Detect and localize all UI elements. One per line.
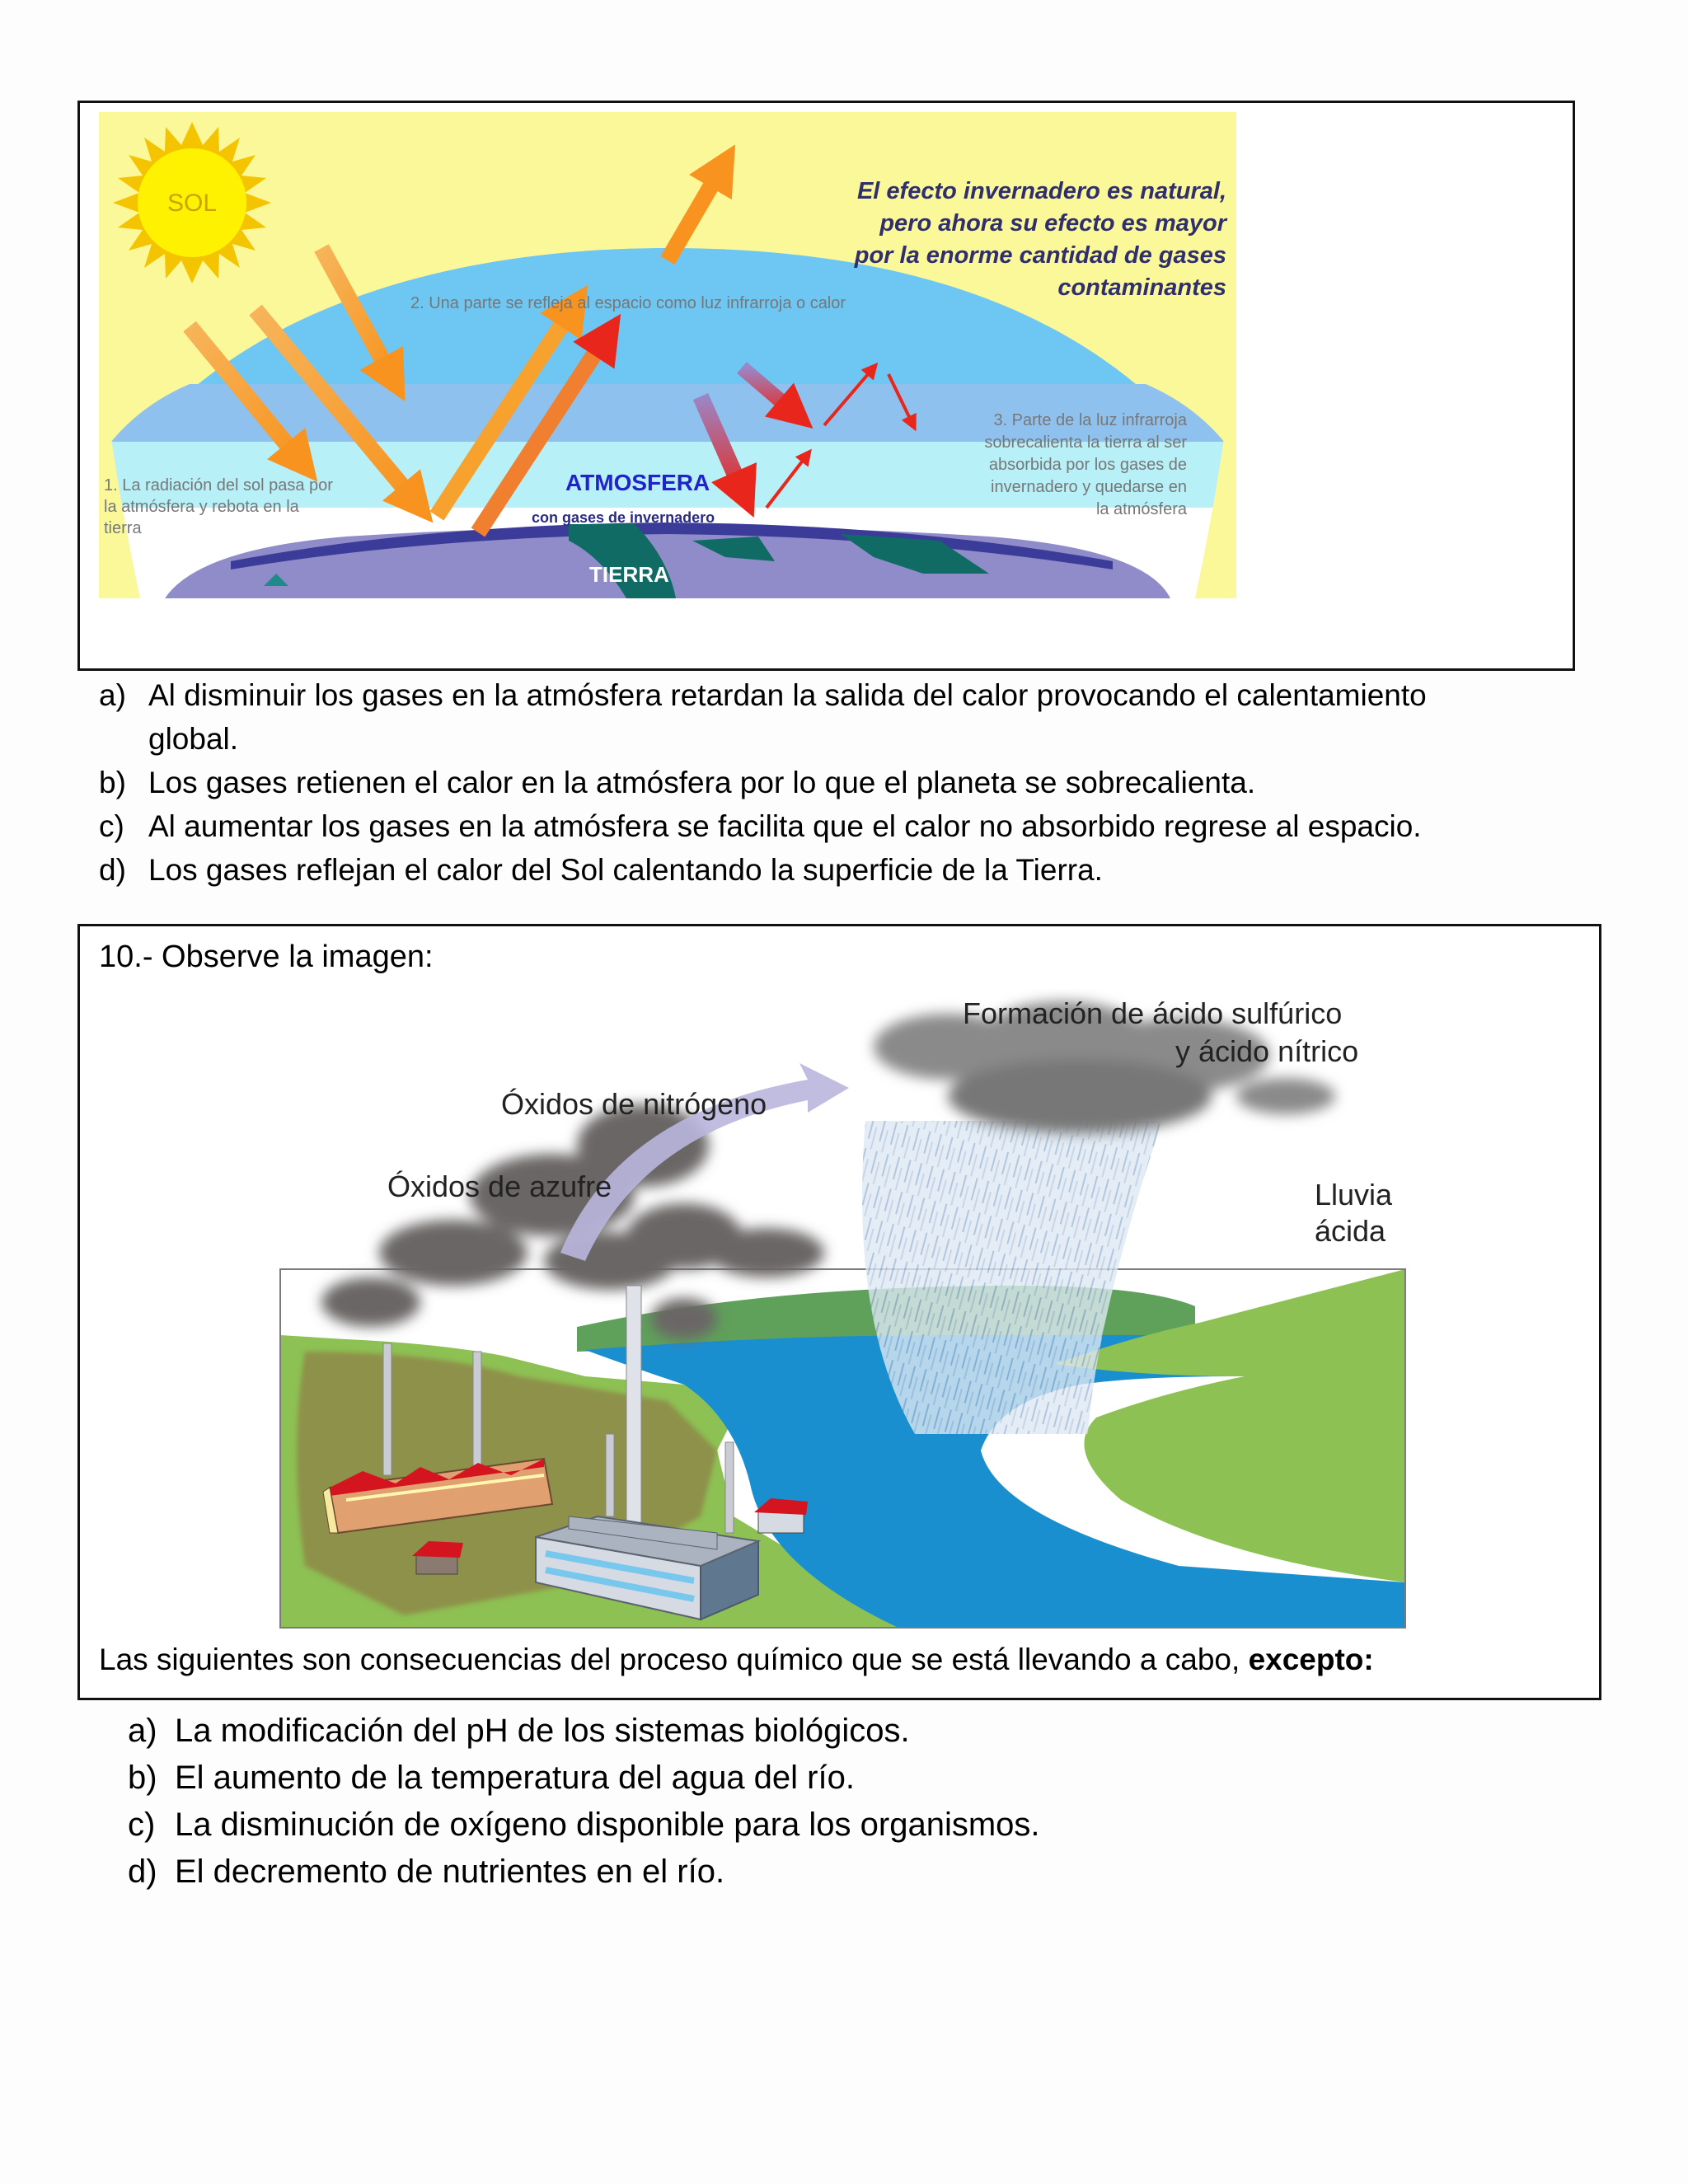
step-1-line-2: la atmósfera y rebota en la bbox=[104, 498, 299, 516]
acid-rain bbox=[862, 1121, 1162, 1434]
q9-option-d-text: Los gases reflejan el calor del Sol calentando la superficie de la Tierra. bbox=[148, 853, 1103, 887]
headline-line-1: El efecto invernadero es natural, bbox=[856, 178, 1226, 204]
q10-option-a-letter: a) bbox=[128, 1713, 157, 1749]
step-1-line-1: 1. La radiación del sol pasa por bbox=[104, 476, 333, 494]
q9-option-a-letter: a) bbox=[99, 678, 126, 712]
q9-option-c-letter: c) bbox=[99, 809, 124, 843]
q9-option-b-letter: b) bbox=[99, 766, 126, 799]
q10-option-a-text: La modificación del pH de los sistemas biológicos. bbox=[175, 1713, 910, 1749]
acid-rain-diagram bbox=[272, 989, 1418, 1632]
q9-option-c-text: Al aumentar los gases en la atmósfera se facilita que el calor no absorbido regrese al espacio. bbox=[148, 809, 1422, 843]
sun-label: SOL bbox=[166, 190, 218, 217]
q10-option-c-letter: c) bbox=[128, 1807, 156, 1843]
atmosphere-label: ATMOSFERA bbox=[565, 470, 710, 495]
q10-option-d-text: El decremento de nutrientes en el río. bbox=[175, 1854, 725, 1890]
step-3-line-1: 3. Parte de la luz infrarroja bbox=[993, 411, 1187, 429]
label-acid-rain-1: Lluvia bbox=[1315, 1178, 1393, 1212]
step-3-line-5: la atmósfera bbox=[1095, 500, 1187, 518]
headline-line-2: pero ahora su efecto es mayor bbox=[879, 210, 1226, 237]
q9-option-b-text: Los gases retienen el calor en la atmósfera por lo que el planeta se sobrecalienta. bbox=[148, 766, 1256, 799]
q9-option-d-letter: d) bbox=[99, 853, 126, 887]
question-10-emphasis: excepto: bbox=[1248, 1643, 1374, 1676]
q9-option-a-text: Al disminuir los gases en la atmósfera retardan la salida del calor provocando el calentamiento bbox=[148, 678, 1427, 712]
step-2-label: 2. Una parte se refleja al espacio como luz infrarroja o calor bbox=[410, 294, 846, 312]
chimney bbox=[473, 1352, 481, 1475]
label-nitrogen-oxides: Óxidos de nitrógeno bbox=[501, 1087, 767, 1121]
headline-line-4: contaminantes bbox=[1057, 274, 1226, 301]
step-1-line-3: tierra bbox=[104, 519, 142, 537]
question-10-prompt: 10.- Observe la imagen: bbox=[99, 940, 434, 974]
label-cloud-formation-1: Formación de ácido sulfúrico bbox=[963, 996, 1343, 1030]
chimney bbox=[606, 1434, 614, 1516]
step-3-line-2: sobrecalienta la tierra al ser bbox=[984, 434, 1187, 452]
question-10-text bbox=[99, 1642, 1374, 1678]
q10-option-c-text: La disminución de oxígeno disponible para los organismos. bbox=[175, 1807, 1040, 1843]
chimney bbox=[626, 1286, 641, 1525]
chimney bbox=[383, 1343, 392, 1475]
q10-option-b-text: El aumento de la temperatura del agua del río. bbox=[175, 1760, 855, 1796]
label-acid-rain-2: ácida bbox=[1315, 1214, 1386, 1248]
label-sulfur-oxides: Óxidos de azufre bbox=[387, 1169, 612, 1203]
earth-label: TIERRA bbox=[589, 562, 669, 587]
greenhouse-effect-diagram bbox=[99, 112, 1236, 598]
q9-option-a-text-cont: global. bbox=[148, 722, 239, 756]
atmosphere-sublabel: con gases de invernadero bbox=[532, 509, 715, 526]
step-3-line-3: absorbida por los gases de bbox=[988, 456, 1187, 474]
q10-option-d-letter: d) bbox=[128, 1854, 157, 1890]
q10-option-b-letter: b) bbox=[128, 1760, 157, 1796]
headline-line-3: por la enorme cantidad de gases bbox=[854, 242, 1226, 269]
chimney bbox=[725, 1442, 734, 1533]
question-10-stem: Las siguientes son consecuencias del proceso químico que se está llevando a cabo, bbox=[99, 1643, 1240, 1676]
step-3-line-4: invernadero y quedarse en bbox=[991, 478, 1187, 496]
label-cloud-formation-2: y ácido nítrico bbox=[1175, 1034, 1359, 1068]
